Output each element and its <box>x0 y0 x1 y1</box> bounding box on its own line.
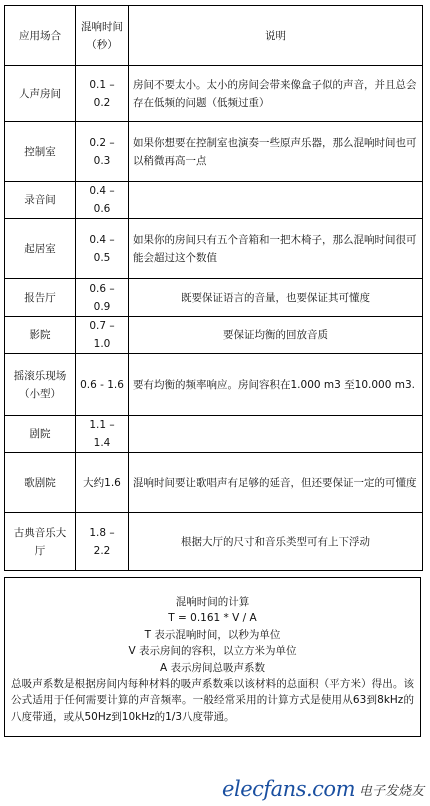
header-desc: 说明 <box>129 6 423 66</box>
row-time: 0.7 – 1.0 <box>76 317 129 354</box>
row-time: 0.2 – 0.3 <box>76 122 129 182</box>
row-place: 控制室 <box>5 122 76 182</box>
row-place: 起居室 <box>5 219 76 279</box>
row-place: 影院 <box>5 317 76 354</box>
formula-box <box>4 577 421 737</box>
reverb-time-table <box>4 5 423 571</box>
row-time: 0.1 – 0.2 <box>76 66 129 122</box>
row-desc <box>129 182 423 219</box>
formula-line-a: A 表示房间总吸声系数 <box>159 661 266 674</box>
watermark <box>222 774 424 804</box>
table-row <box>5 416 423 453</box>
row-desc: 混响时间要让歌唱声有足够的延音，但还要保证一定的可懂度 <box>129 453 423 513</box>
row-time: 0.4 – 0.6 <box>76 182 129 219</box>
row-desc: 要有均衡的频率响应。房间容积在1.000 m3 至10.000 m3. <box>129 354 423 416</box>
table-row <box>5 513 423 571</box>
table-row <box>5 66 423 122</box>
table-row <box>5 453 423 513</box>
formula-paragraph: 总吸声系数是根据房间内每种材料的吸声系数乘以该材料的总面积（平方米）得出。该公式适用于任何需要计算的声音频率。一般经常采用的计算方式是使用从63到8kHz的八度带通，或从50Hz到10kHz的1/3八度带通。 <box>11 678 414 723</box>
table-header-row <box>5 6 423 66</box>
row-time: 1.1 – 1.4 <box>76 416 129 453</box>
row-time: 0.6 – 0.9 <box>76 279 129 317</box>
row-place: 报告厅 <box>5 279 76 317</box>
table-row <box>5 317 423 354</box>
row-desc: 如果你的房间只有五个音箱和一把木椅子，那么混响时间很可能会超过这个数值 <box>129 219 423 279</box>
row-place: 人声房间 <box>5 66 76 122</box>
watermark-logo: elecfans.com <box>222 777 355 801</box>
row-time: 0.6 - 1.6 <box>76 354 129 416</box>
row-time: 大约1.6 <box>76 453 129 513</box>
formula-title: 混响时间的计算 <box>175 596 250 608</box>
row-desc: 如果你想要在控制室也演奏一些原声乐器，那么混响时间也可以稍微再高一点 <box>129 122 423 182</box>
row-desc: 要保证均衡的回放音质 <box>129 317 423 354</box>
row-place: 歌剧院 <box>5 453 76 513</box>
row-desc: 根据大厅的尺寸和音乐类型可有上下浮动 <box>129 513 423 571</box>
table-row <box>5 354 423 416</box>
row-place: 古典音乐大厅 <box>5 513 76 571</box>
table-row <box>5 182 423 219</box>
formula-equation: T = 0.161 * V / A <box>168 612 257 625</box>
row-place: 录音间 <box>5 182 76 219</box>
formula-line-t: T 表示混响时间，以秒为单位 <box>144 628 281 641</box>
row-time: 0.4 – 0.5 <box>76 219 129 279</box>
table-row <box>5 219 423 279</box>
header-time: 混响时间 （秒） <box>76 6 129 66</box>
header-place: 应用场合 <box>5 6 76 66</box>
formula-line-v: V 表示房间的容积，以立方米为单位 <box>128 645 297 658</box>
row-desc: 既要保证语言的音量，也要保证其可懂度 <box>129 279 423 317</box>
row-desc: 房间不要太小。太小的房间会带来像盒子似的声音，并且总会存在低频的问题（低频过重） <box>129 66 423 122</box>
table-row <box>5 122 423 182</box>
row-place: 摇滚乐现场（小型） <box>5 354 76 416</box>
table-row <box>5 279 423 317</box>
row-desc <box>129 416 423 453</box>
row-time: 1.8 – 2.2 <box>76 513 129 571</box>
watermark-cn: 电子发烧友 <box>358 783 424 799</box>
document <box>4 5 423 737</box>
row-place: 剧院 <box>5 416 76 453</box>
